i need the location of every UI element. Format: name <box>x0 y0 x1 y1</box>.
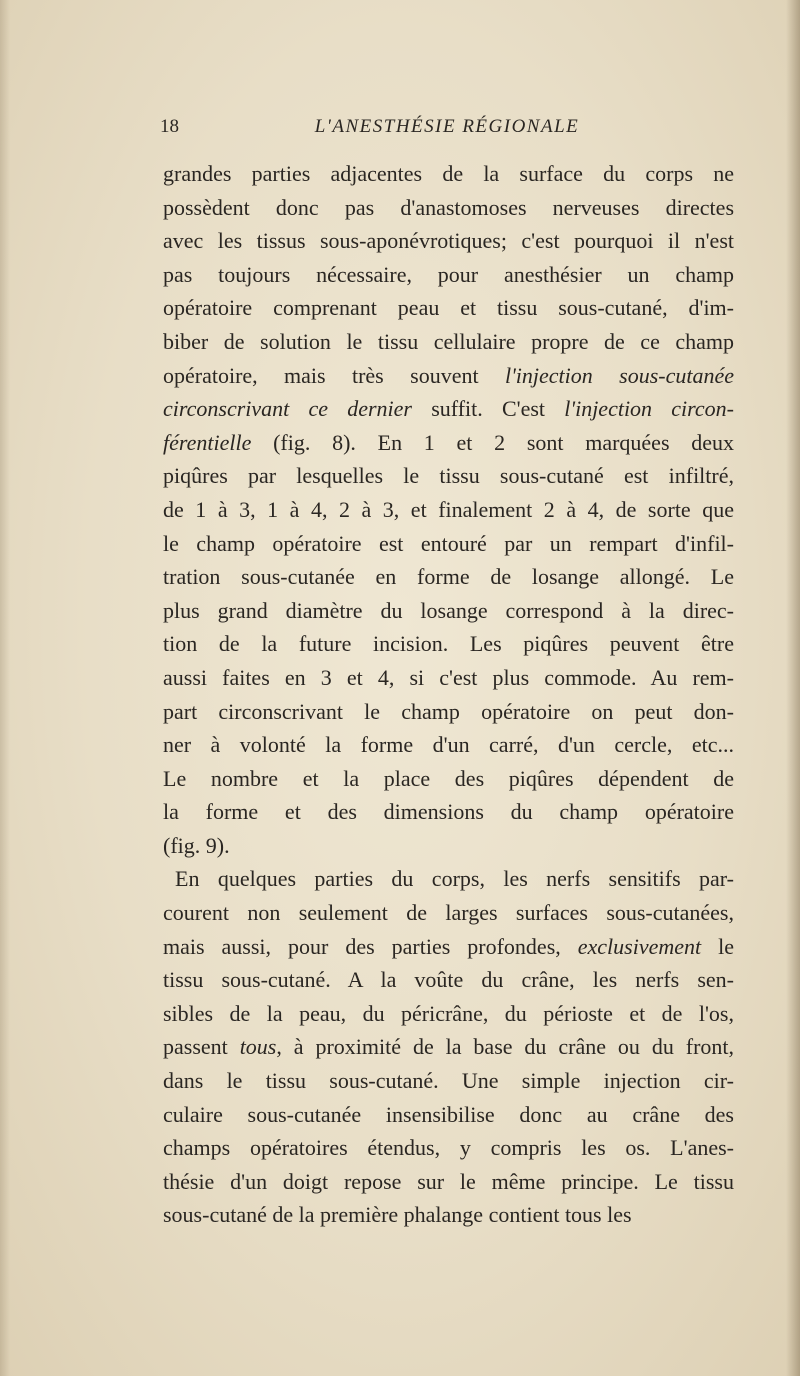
text-line <box>163 930 734 964</box>
text-segment: le champ opératoire est entouré par un rempart d'infil- <box>163 530 734 556</box>
text-segment: sibles de la peau, du péricrâne, du périoste et de l'os, <box>163 1000 734 1026</box>
page-number: 18 <box>160 116 179 137</box>
text-line <box>163 527 734 561</box>
text-segment: opératoire, mais très souvent <box>163 362 505 388</box>
text-line <box>163 224 734 258</box>
text-segment: tion de la future incision. Les piqûres peuvent être <box>163 631 734 657</box>
text-segment: sous-cutané de la première phalange contient tous les <box>163 1202 632 1228</box>
text-line <box>163 392 734 426</box>
text-segment: tration sous-cutanée en forme de losange allongé. Le <box>163 564 734 590</box>
page-left-shadow <box>0 0 10 1376</box>
text-segment: (fig. 8). En 1 et 2 sont marquées deux <box>251 429 734 455</box>
text-line <box>163 896 734 930</box>
text-segment: biber de solution le tissu cellulaire propre de ce champ <box>163 328 734 354</box>
text-line <box>163 594 734 628</box>
text-segment: tissu sous-cutané. A la voûte du crâne, les nerfs sen- <box>163 967 734 993</box>
text-segment: (fig. 9). <box>163 832 230 858</box>
text-segment: de 1 à 3, 1 à 4, 2 à 3, et finalement 2 à 4, de sorte que <box>163 496 734 522</box>
text-line <box>163 426 734 460</box>
text-segment: thésie d'un doigt repose sur le même principe. Le tissu <box>163 1168 734 1194</box>
text-segment: opératoire comprenant peau et tissu sous-cutané, d'im- <box>163 295 734 321</box>
text-line <box>163 1198 734 1232</box>
text-line <box>163 359 734 393</box>
text-line <box>163 795 734 829</box>
body-text <box>163 157 734 1232</box>
text-segment: ner à volonté la forme d'un carré, d'un cercle, etc... <box>163 732 734 758</box>
text-segment: aussi faites en 3 et 4, si c'est plus commode. Au rem- <box>163 664 734 690</box>
running-title: L'ANESTHÉSIE RÉGIONALE <box>314 116 580 137</box>
text-segment: En quelques parties du corps, les nerfs sensitifs par- <box>175 866 734 892</box>
text-line <box>163 997 734 1031</box>
text-segment: mais aussi, pour des parties profondes, <box>163 933 578 959</box>
page-right-shadow <box>786 0 800 1376</box>
text-line <box>163 762 734 796</box>
text-line <box>163 1098 734 1132</box>
text-segment: suffit. C'est <box>412 396 565 422</box>
text-segment: part circonscrivant le champ opératoire on peut don- <box>163 698 734 724</box>
text-line <box>163 1064 734 1098</box>
text-line <box>163 191 734 225</box>
italic-text: l'injection circon- <box>564 396 734 422</box>
text-segment: dans le tissu sous-cutané. Une simple injection cir- <box>163 1068 734 1094</box>
text-line <box>163 862 734 896</box>
text-segment: champs opératoires étendus, y compris les os. L'anes- <box>163 1135 734 1161</box>
text-line <box>163 560 734 594</box>
text-line <box>163 493 734 527</box>
italic-text: circonscrivant ce dernier <box>163 396 412 422</box>
text-line <box>163 627 734 661</box>
text-segment: , à proximité de la base du crâne ou du front, <box>276 1034 735 1060</box>
italic-text: l'injection sous-cutanée <box>504 362 734 388</box>
text-line <box>163 661 734 695</box>
text-segment: culaire sous-cutanée insensibilise donc au crâne des <box>163 1101 734 1127</box>
text-line <box>163 1165 734 1199</box>
text-segment: possèdent donc pas d'anastomoses nerveuses directes <box>163 194 734 220</box>
text-line <box>163 695 734 729</box>
page-header <box>160 116 734 144</box>
text-segment: passent <box>163 1034 240 1060</box>
italic-text: exclusivement <box>577 933 702 959</box>
text-line <box>163 1030 734 1064</box>
text-segment: avec les tissus sous-aponévrotiques; c'est pourquoi il n'est <box>163 228 734 254</box>
italic-text: tous <box>239 1034 277 1060</box>
text-line <box>163 728 734 762</box>
text-segment: piqûres par lesquelles le tissu sous-cutané est infiltré, <box>163 463 734 489</box>
text-line <box>163 157 734 191</box>
text-line <box>163 963 734 997</box>
text-segment: plus grand diamètre du losange correspond à la direc- <box>163 597 734 623</box>
text-segment: pas toujours nécessaire, pour anesthésier un champ <box>163 261 734 287</box>
text-line <box>163 325 734 359</box>
text-segment: grandes parties adjacentes de la surface du corps ne <box>163 161 734 186</box>
text-segment: le <box>701 933 734 959</box>
text-segment: courent non seulement de larges surfaces sous-cutanées, <box>163 900 734 926</box>
text-line <box>163 258 734 292</box>
text-segment: Le nombre et la place des piqûres dépendent de <box>163 765 734 791</box>
text-line <box>163 291 734 325</box>
text-line <box>163 459 734 493</box>
text-line <box>163 1131 734 1165</box>
text-line <box>163 829 734 863</box>
text-segment: la forme et des dimensions du champ opératoire <box>163 799 734 825</box>
italic-text: férentielle <box>163 429 252 455</box>
